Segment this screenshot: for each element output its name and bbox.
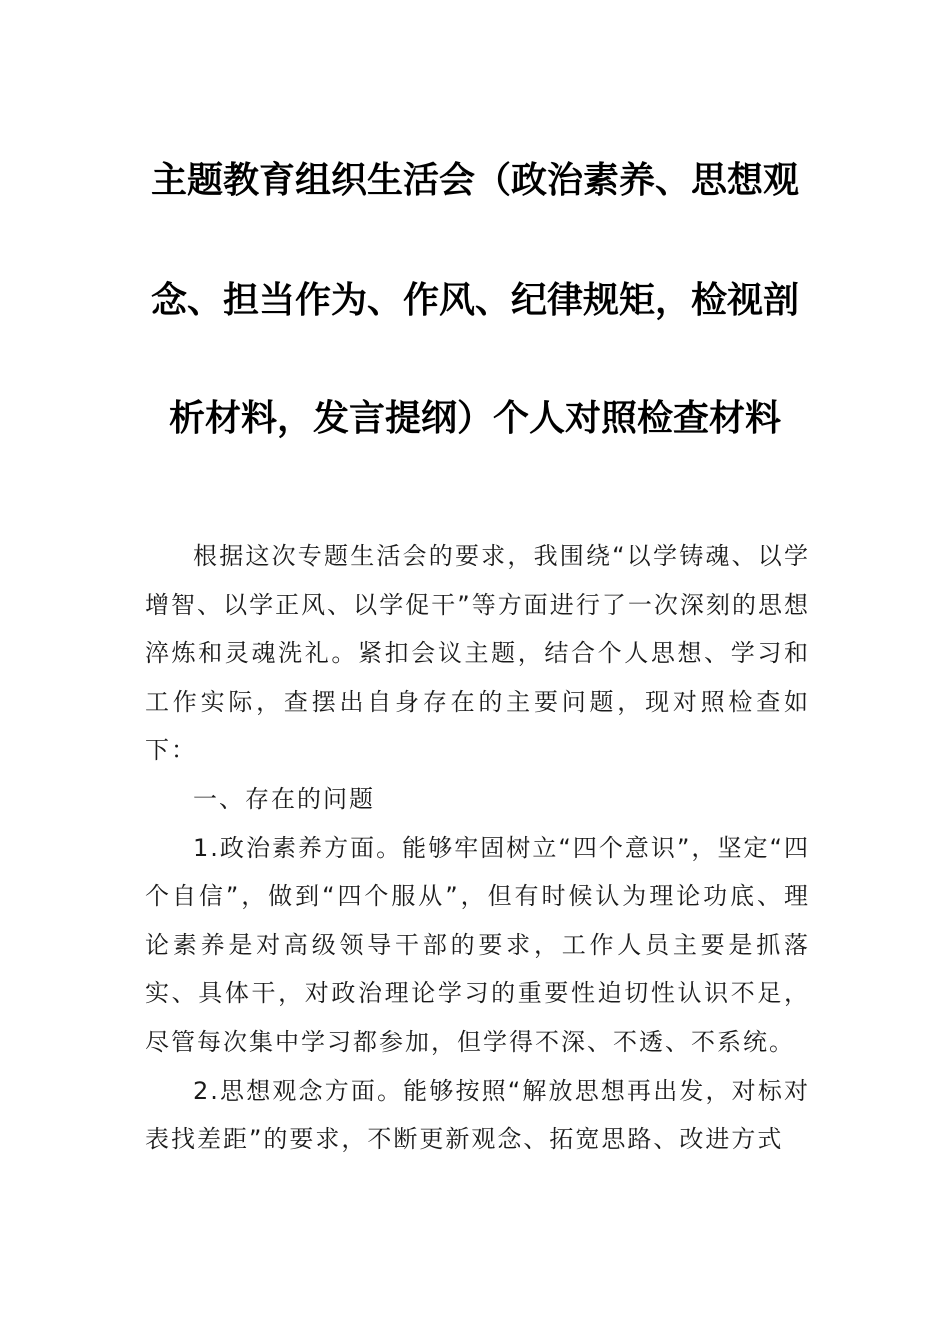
- document-title-line-1: 主题教育组织生活会（政治素养、思想观: [150, 159, 799, 201]
- paragraph-ideological-concepts: 2.思想观念方面。能够按照“解放思想再出发，对标对表找差距”的要求，不断更新观念、拓宽思路、改进方式: [145, 1076, 810, 1154]
- document-body: [145, 532, 810, 1164]
- intro-paragraph: 根据这次专题生活会的要求，我围绕“以学铸魂、以学增智、以学正风、以学促干”等方面进行了一次深刻的思想淬炼和灵魂洗礼。紧扣会议主题，结合个人思想、学习和工作实际，查摆出自身存在的主要问题，现对照检查如下：: [145, 542, 810, 765]
- paragraph-political-literacy: 1.政治素养方面。能够牢固树立“四个意识”，坚定“四个自信”，做到“四个服从”，但有时候认为理论功底、理论素养是对高级领导干部的要求，工作人员主要是抓落实、具体干，对政治理论学习的重要性迫切性认识不足，尽管每次集中学习都参加，但学得不深、不透、不系统。: [145, 833, 810, 1056]
- document-title-line-2: 念、担当作为、作风、纪律规矩，检视剖: [150, 279, 799, 321]
- document-title-line-3: 析材料，发言提纲）个人对照检查材料: [168, 397, 781, 439]
- section-heading-problems: 一、存在的问题: [193, 784, 375, 813]
